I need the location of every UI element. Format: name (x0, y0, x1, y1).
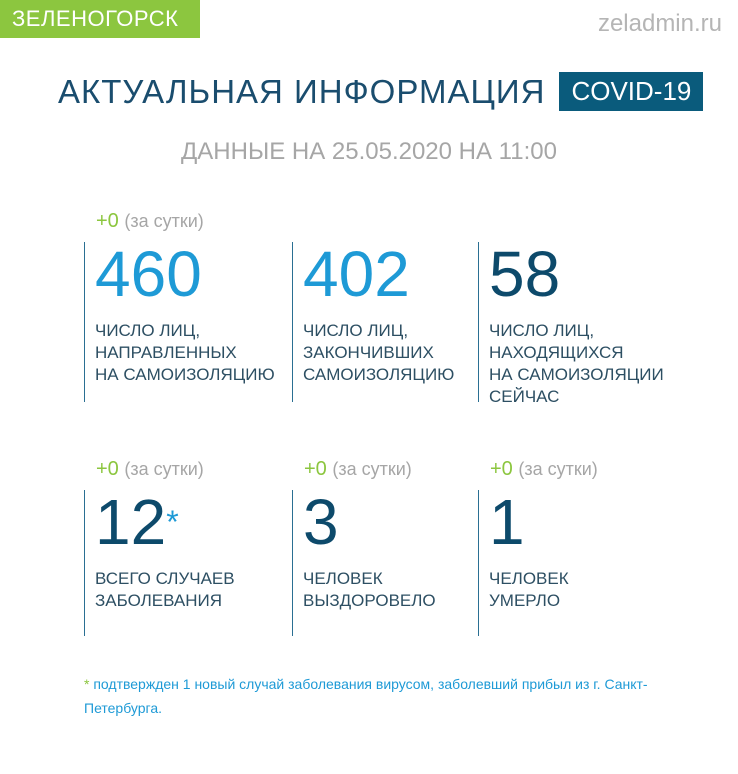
delta-deaths: +0 (за сутки) (490, 458, 598, 480)
covid-badge: COVID-19 (559, 72, 703, 111)
footnote (84, 672, 684, 720)
delta-self-isolation-sent: +0 (за сутки) (96, 210, 204, 232)
stat-total-cases (84, 486, 235, 636)
stat-label: ЧИСЛО ЛИЦ, ЗАКОНЧИВШИХ САМОИЗОЛЯЦИЮ (303, 321, 455, 384)
stat-label: ЧЕЛОВЕК УМЕРЛО (489, 569, 569, 610)
delta-recovered: +0 (за сутки) (304, 458, 412, 480)
footnote-asterisk: * (166, 504, 179, 540)
stat-value: 3 (303, 486, 339, 558)
city-badge: ЗЕЛЕНОГОРСК (0, 0, 200, 38)
stat-deaths (478, 486, 569, 636)
date-line: ДАННЫЕ НА 25.05.2020 НА 11:00 (181, 138, 557, 165)
stat-self-isolation-current (478, 238, 664, 406)
stat-label: ЧИСЛО ЛИЦ, НАПРАВЛЕННЫХ НА САМОИЗОЛЯЦИЮ (95, 321, 275, 384)
stat-value: 460 (95, 238, 202, 310)
stat-self-isolation-sent (84, 238, 275, 402)
footnote-asterisk: * (84, 676, 90, 692)
stat-recovered (292, 486, 436, 636)
stat-label: ВСЕГО СЛУЧАЕВ ЗАБОЛЕВАНИЯ (95, 569, 235, 610)
stat-value: 1 (489, 486, 525, 558)
site-url: zeladmin.ru (597, 10, 722, 37)
stat-label: ЧИСЛО ЛИЦ, НАХОДЯЩИХСЯ НА САМОИЗОЛЯЦИИ СЕЙЧАС (489, 321, 664, 406)
stat-value: 402 (303, 238, 410, 310)
stat-value: 12* (95, 486, 179, 558)
delta-total-cases: +0 (за сутки) (96, 458, 204, 480)
stat-self-isolation-finished (292, 238, 455, 402)
page-title: АКТУАЛЬНАЯ ИНФОРМАЦИЯ (58, 72, 546, 110)
stat-value: 58 (489, 238, 561, 310)
footnote-text: подтвержден 1 новый случай заболевания вирусом, заболевший прибыл из г. Санкт-Петербурга. (84, 676, 648, 716)
title-row (58, 72, 703, 111)
stat-label: ЧЕЛОВЕК ВЫЗДОРОВЕЛО (303, 569, 436, 610)
